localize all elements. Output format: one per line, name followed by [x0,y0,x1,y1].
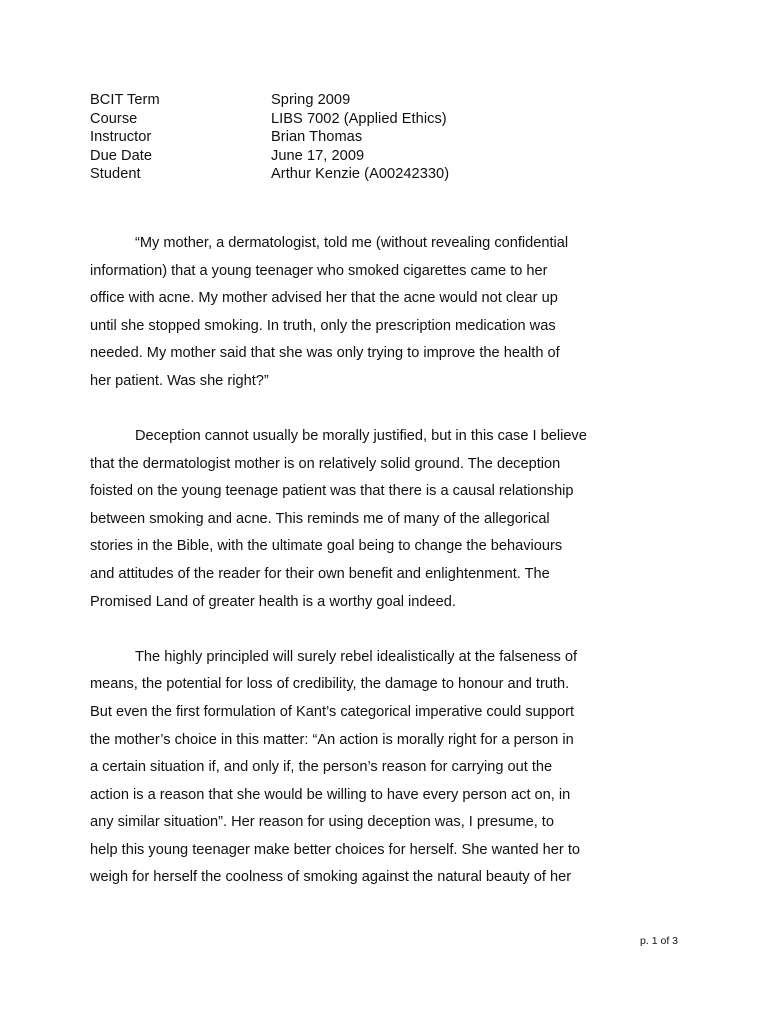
header-row-term [90,91,690,110]
paragraph-line: a certain situation if, and only if, the person’s reason for carrying out the [90,759,553,776]
page-number: p. 1 of 3 [640,935,678,947]
header-value-term: Spring 2009 [271,92,351,108]
paragraph-line: Promised Land of greater health is a worthy goal indeed. [90,593,456,610]
paragraph-line: action is a reason that she would be willing to have every person act on, in [90,786,571,803]
paragraph-line: help this young teenager make better choices for herself. She wanted her to [90,841,580,858]
paragraph-line: needed. My mother said that she was only trying to improve the health of [90,345,560,362]
paragraph-line: any similar situation”. Her reason for using deception was, I presume, to [90,814,554,831]
header-row-instructor [90,128,690,147]
header-label-student: Student [90,166,141,182]
header-value-instructor: Brian Thomas [271,129,363,145]
paragraph-quote [90,230,652,396]
paragraph-line: the mother’s choice in this matter: “An action is morally right for a person in [90,731,574,748]
header-row-course [90,110,690,129]
paragraph-line: The highly principled will surely rebel idealistically at the falseness of [135,648,578,665]
header-value-student: Arthur Kenzie (A00242330) [271,166,450,182]
essay-body [90,230,652,920]
paragraph-line: office with acne. My mother advised her that the acne would not clear up [90,290,558,307]
paragraph-line: “My mother, a dermatologist, told me (without revealing confidential [135,235,569,251]
paragraph-line: means, the potential for loss of credibility, the damage to honour and truth. [90,676,570,693]
assignment-header [90,91,690,184]
paragraph-line: until she stopped smoking. In truth, only the prescription medication was [90,317,556,334]
paragraph-line: weigh for herself the coolness of smoking against the natural beauty of her [90,869,572,886]
paragraph-line: her patient. Was she right?” [90,372,269,389]
paragraph-line: information) that a young teenager who smoked cigarettes came to her [90,262,548,279]
header-row-due-date [90,147,690,166]
header-label-due-date: Due Date [90,147,153,164]
paragraph-line: stories in the Bible, with the ultimate goal being to change the behaviours [90,538,563,555]
header-label-instructor: Instructor [90,129,152,145]
paragraph-line: between smoking and acne. This reminds me of many of the allegorical [90,510,550,527]
paragraph-kant [90,644,652,892]
paragraph-line: But even the first formulation of Kant’s categorical imperative could support [90,703,575,720]
paragraph-line: foisted on the young teenage patient was that there is a causal relationship [90,483,574,500]
header-value-due-date: June 17, 2009 [271,147,365,164]
header-label-term: BCIT Term [90,92,160,108]
paragraph-line: that the dermatologist mother is on relatively solid ground. The deception [90,455,561,472]
paragraph-deception [90,423,652,616]
header-value-course: LIBS 7002 (Applied Ethics) [271,110,447,127]
paragraph-line: Deception cannot usually be morally justified, but in this case I believe [135,428,587,445]
paragraph-line: and attitudes of the reader for their own benefit and enlightenment. The [90,566,550,583]
header-label-course: Course [90,110,138,127]
header-row-student [90,165,690,184]
